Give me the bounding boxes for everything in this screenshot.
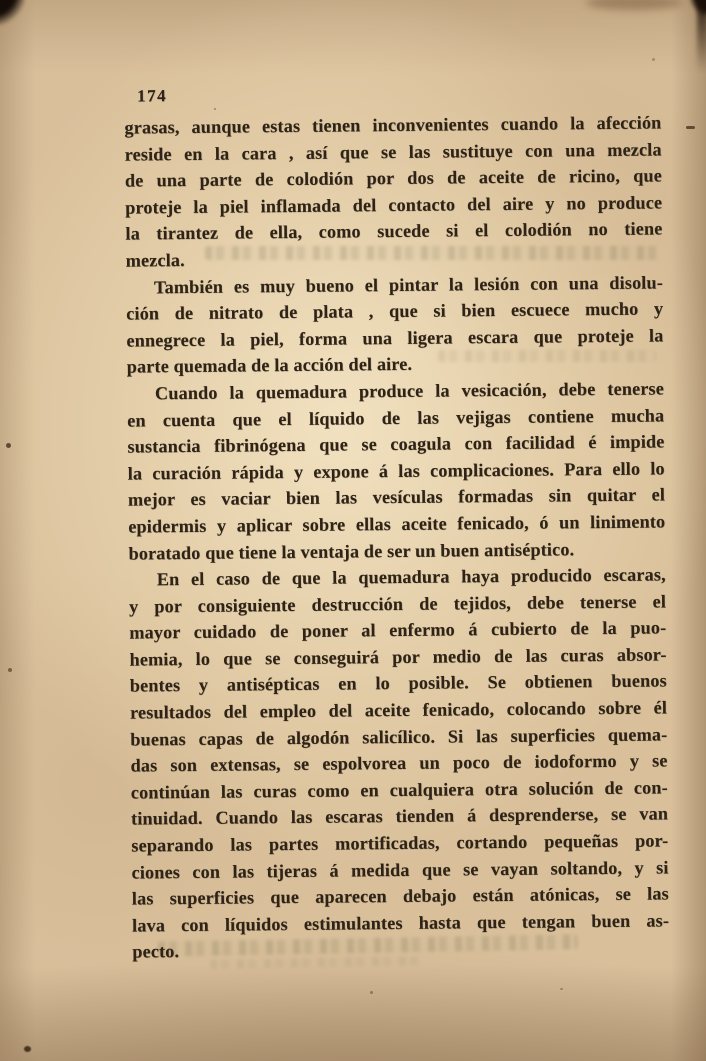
paragraph — [127, 375, 666, 566]
page-number: 174 — [137, 86, 168, 106]
paper-speck — [686, 126, 695, 129]
page-edge-shadow-right — [697, 0, 706, 72]
text-line: bentes y antisépticas en lo posible. Se obtienen buenos — [129, 670, 667, 697]
text-line: epidermis y aplicar sobre ellas aceite fenicado, ó un linimento — [128, 511, 666, 537]
photo-corner-shadow-top-right — [690, 0, 706, 16]
text-line: mayor cuidado de poner al enfermo á cubierto de la puo- — [129, 617, 667, 643]
text-line: separando las partes mortificadas, cortando pequeñas por- — [131, 830, 669, 856]
text-line: de una parte de colodión por dos de aceite de ricino, que — [124, 165, 663, 191]
paper-speck — [370, 991, 373, 994]
text-line: mezcla. — [125, 249, 185, 271]
text-block — [124, 109, 669, 965]
text-line: hemia, lo que se conseguirá por medio de las curas absor- — [129, 644, 667, 670]
paragraph — [124, 109, 663, 274]
text-line: parte quemada de la acción del aire. — [126, 354, 413, 377]
text-line: las superficies que aparecen debajo están atónicas, se las — [131, 883, 669, 909]
paper-speck — [6, 443, 11, 448]
text-line: resultados del empleo del aceite fenicado, colocando sobre él — [129, 697, 668, 723]
text-line: das son extensas, se espolvorea un poco de iodoformo y se — [130, 750, 668, 776]
paragraph — [126, 269, 664, 381]
paper-speck — [652, 58, 655, 61]
text-line: en cuenta que el líquido de las vejigas contiene mucha — [127, 404, 665, 431]
page-content — [124, 79, 669, 965]
paper-speck — [8, 668, 12, 672]
top-edge-shadow — [586, 0, 682, 10]
text-line: Cuando la quemadura produce la vesicación, debe tenerse — [154, 378, 665, 404]
text-line: la tirantez de ella, como sucede si el colodión no tiene — [125, 218, 663, 244]
text-line: También es muy bueno el pintar la lesión con una disolu- — [153, 271, 664, 297]
text-line: ción de nitrato de plata , que si bien escuece mucho y — [126, 298, 664, 324]
text-line: proteje la piel inflamada del contacto del aire y no produce — [125, 192, 663, 218]
text-line: tinuidad. Cuando las escaras tienden á desprenderse, se van — [130, 803, 669, 829]
text-line: sustancia fibrinógena que se coagula con facilidad é impide — [127, 431, 665, 457]
text-line: lava con líquidos estimulantes hasta que tengan buen as- — [131, 910, 670, 936]
text-line: la curación rápida y expone á las complicaciones. Para ello lo — [127, 458, 665, 484]
text-line: reside en la cara , así que se las sustituye con una mezcla — [124, 139, 662, 165]
photo-corner-shadow-top-left — [0, 0, 25, 25]
text-line: pecto. — [132, 941, 180, 962]
text-line: ennegrece la piel, forma una ligera escara que proteje la — [126, 325, 664, 351]
paragraph — [129, 562, 670, 966]
text-line: boratado que tiene la ventaja de ser un buen antiséptico. — [128, 538, 575, 564]
text-line: En el caso de que la quemadura haya producido escaras, — [156, 564, 666, 590]
text-line: mejor es vaciar bien las vesículas formadas sin quitar el — [127, 484, 666, 510]
paper-speck — [560, 988, 563, 990]
text-line: buenas capas de algodón salicílico. Si las superficies quema- — [130, 724, 668, 750]
text-line: y por consiguiente destrucción de tejidos, debe tenerse el — [128, 591, 667, 617]
text-line: continúan las curas como en cualquiera otra solución de con- — [130, 777, 668, 803]
text-line: ciones con las tijeras á medida que se vayan soltando, y si — [131, 857, 669, 883]
paper-speck — [24, 1046, 31, 1052]
text-line: grasas, aunque estas tienen inconvenientes cuando la afección — [124, 112, 662, 138]
